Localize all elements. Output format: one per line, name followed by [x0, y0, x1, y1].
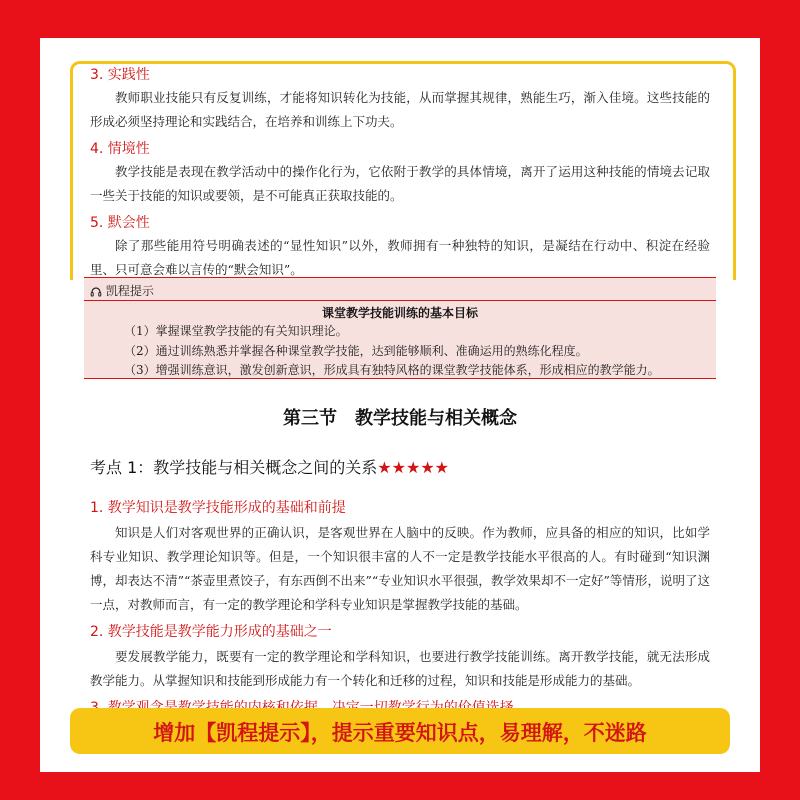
heading-practicality: 3. 实践性: [90, 67, 150, 83]
paragraph-practicality: 教师职业技能只有反复训练，才能将知识转化为技能，从而掌握其规律，熟能生巧，渐入佳境。这些技能的形成必须坚持理论和实践结合，在培养和训练上下功夫。: [90, 90, 710, 129]
rating-stars: ★★★★★: [377, 458, 449, 477]
upper-section: [90, 64, 710, 282]
tip-title: 课堂教学技能训练的基本目标: [321, 306, 478, 320]
tip-divider: [84, 300, 716, 301]
paragraph-tacit: 除了那些能用符号明确表述的“显性知识”以外，教师拥有一种独特的知识，是凝结在行动中、积淀在经验里、只可意会难以言传的“默会知识”。: [90, 238, 710, 277]
exam-point-heading: [90, 455, 449, 478]
tip-label: 凯程提示: [105, 284, 154, 298]
paragraph-knowledge-basis: 知识是人们对客观世界的正确认识，是客观世界在人脑中的反映。作为教师，应具备的相应的知识，比如学科专业知识、教学理论知识等。但是，一个知识很丰富的人不一定是教学技能水平很高的人。有时碰到“知识渊博，却表达不清”“茶壶里煮饺子，有东西倒不出来”“专业知识水平很强，教学效果却不一定好”等情形，说明了这一点，对教师而言，有一定的教学理论和学科专业知识是掌握教学技能的基础。: [90, 525, 710, 612]
tip-box: [84, 277, 716, 379]
heading-tacit: 5. 默会性: [90, 215, 150, 231]
heading-knowledge-basis: 1. 教学知识是教学技能形成的基础和前提: [90, 500, 346, 516]
tip-header: [90, 282, 154, 299]
tip-item: （3）增强训练意识，激发创新意识，形成具有独特风格的课堂教学技能体系，形成相应的教学能力。: [124, 363, 660, 377]
paragraph-situational: 教学技能是表现在教学活动中的操作化行为，它依附于教学的具体情境，离开了运用这种技能的情境去记取一些关于技能的知识或要领，是不可能真正获取技能的。: [90, 164, 710, 203]
headphone-icon: [90, 286, 102, 298]
heading-skill-basis: 2. 教学技能是教学能力形成的基础之一: [90, 624, 332, 640]
exam-point-text: 考点 1：教学技能与相关概念之间的关系: [90, 458, 378, 477]
tip-item: （2）通过训练熟悉并掌握各种课堂教学技能，达到能够顺利、准确运用的熟练化程度。: [124, 344, 588, 358]
lower-section: [90, 497, 710, 717]
tip-item: （1）掌握课堂教学技能的有关知识理论。: [124, 324, 348, 338]
promo-banner: [70, 708, 730, 754]
paragraph-skill-basis: 要发展教学能力，既要有一定的教学理论和学科知识，也要进行教学技能训练。离开教学技能，就无法形成教学能力。从掌握知识和技能到形成能力有一个转化和迁移的过程，知识和技能是形成能力的基础。: [90, 649, 710, 688]
section-title: 第三节 教学技能与相关概念: [283, 408, 517, 429]
heading-situational: 4. 情境性: [90, 141, 150, 157]
banner-text: 增加【凯程提示】，提示重要知识点，易理解，不迷路: [153, 721, 647, 745]
